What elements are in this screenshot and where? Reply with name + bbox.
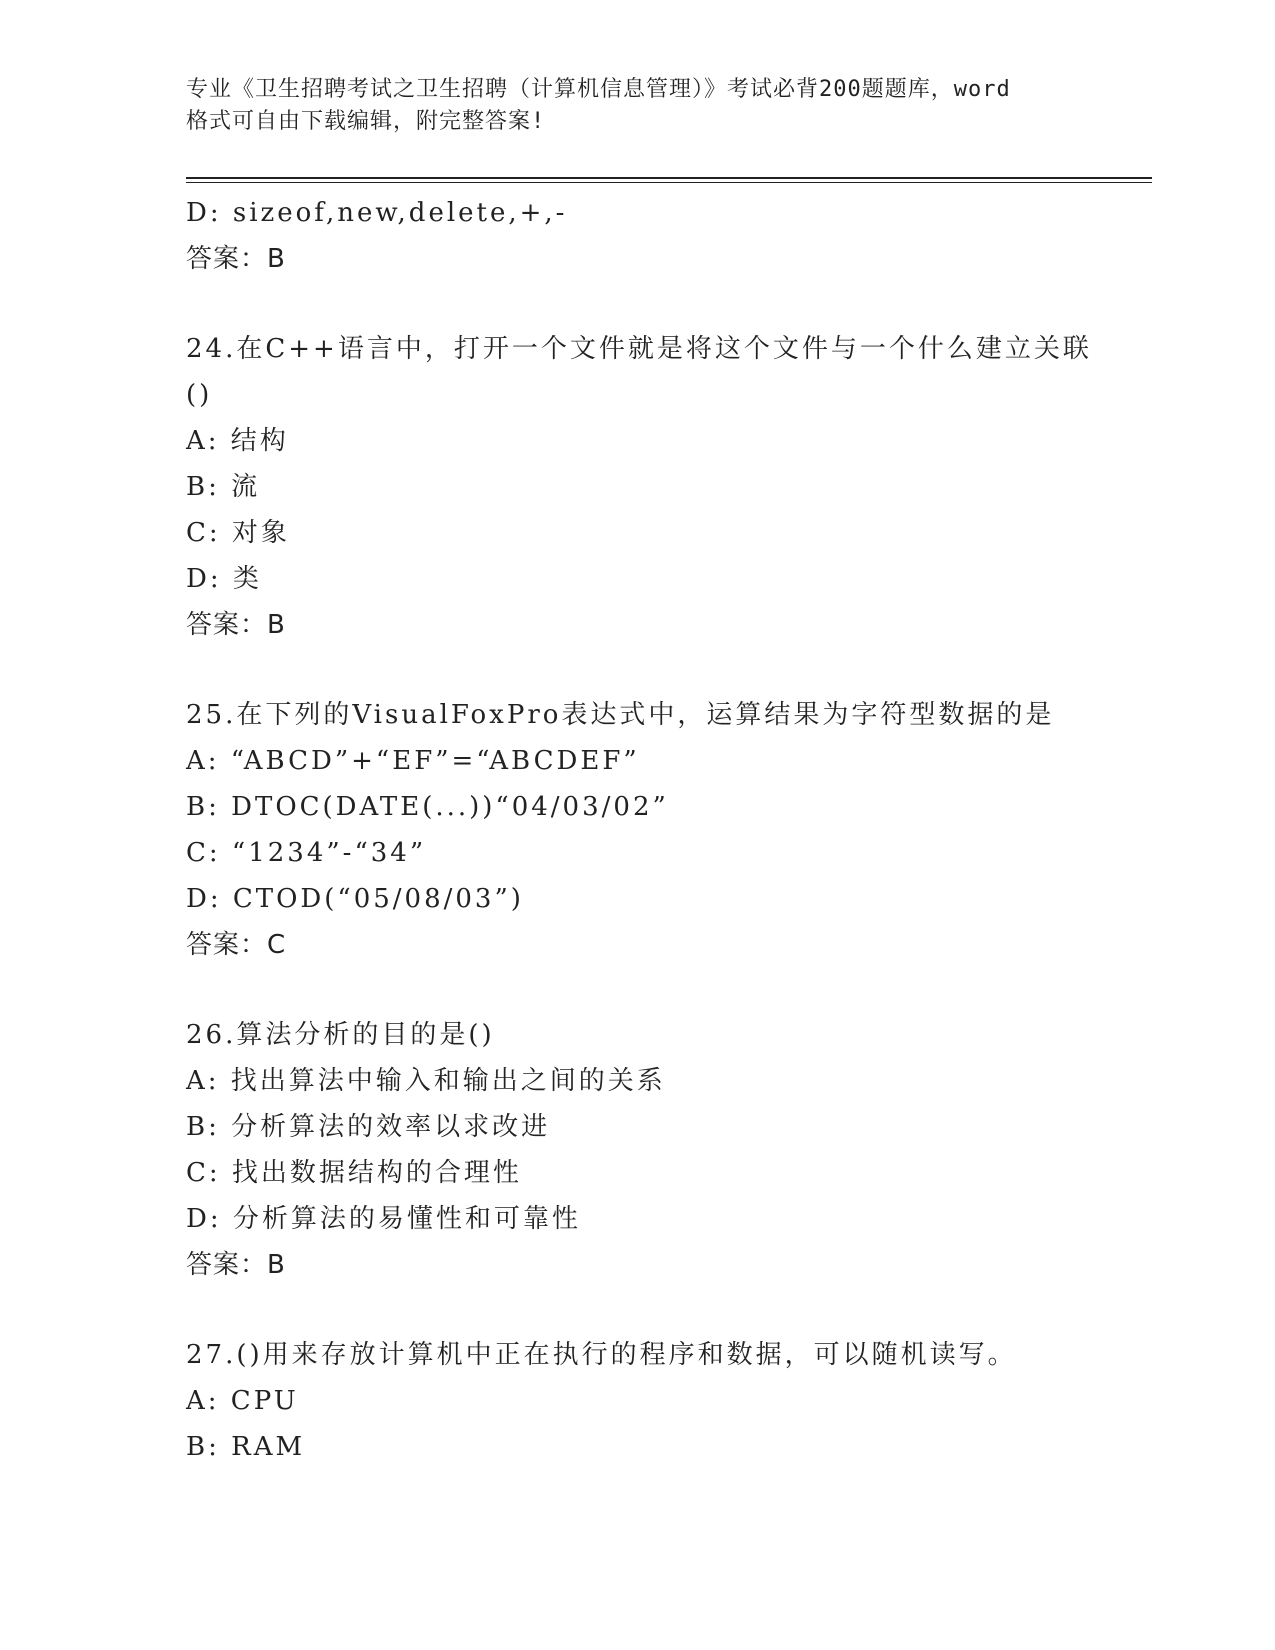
header-divider-thin — [186, 182, 1152, 183]
answer-line: 答案：B — [186, 244, 286, 274]
option-b: B: 分析算法的效率以求改进 — [186, 1112, 551, 1142]
previous-question-tail — [186, 190, 1086, 282]
question-24 — [186, 326, 1092, 648]
option-d: D: sizeof,new,delete,+,- — [186, 198, 568, 228]
option-d: D: 分析算法的易懂性和可靠性 — [186, 1204, 581, 1234]
option-c: C: 对象 — [186, 518, 290, 548]
option-b: B: 流 — [186, 472, 261, 502]
document-header — [186, 74, 1086, 138]
question-26 — [186, 1012, 1086, 1288]
question-25 — [186, 692, 1086, 968]
question-stem-continued: () — [186, 380, 213, 410]
answer-line: 答案：B — [186, 610, 286, 640]
option-c: C: 找出数据结构的合理性 — [186, 1158, 522, 1188]
header-title-line-2: 格式可自由下载编辑，附完整答案! — [186, 109, 546, 134]
option-b: B: RAM — [186, 1432, 306, 1462]
option-a: A: 结构 — [186, 426, 289, 456]
answer-line: 答案：B — [186, 1250, 286, 1280]
option-a: A: 找出算法中输入和输出之间的关系 — [186, 1066, 666, 1096]
question-list — [186, 190, 1092, 1470]
option-a: A: “ABCD”+“EF”=“ABCDEF” — [186, 746, 640, 776]
option-d: D: CTOD(“05/08/03”) — [186, 884, 524, 914]
question-27 — [186, 1332, 1086, 1470]
option-c: C: “1234”-“34” — [186, 838, 427, 868]
header-divider-thick — [186, 177, 1152, 179]
question-stem: 26.算法分析的目的是() — [186, 1020, 495, 1050]
question-stem: 24.在C++语言中，打开一个文件就是将这个文件与一个什么建立关联 — [186, 334, 1092, 364]
option-d: D: 类 — [186, 564, 262, 594]
option-b: B: DTOC(DATE(...))“04/03/02” — [186, 792, 669, 822]
option-a: A: CPU — [186, 1386, 299, 1416]
header-title-line-1: 专业《卫生招聘考试之卫生招聘（计算机信息管理）》考试必背200题题库，word — [186, 77, 1011, 102]
question-stem: 25.在下列的VisualFoxPro表达式中，运算结果为字符型数据的是 — [186, 700, 1055, 730]
answer-line: 答案：C — [186, 930, 287, 960]
question-stem: 27.()用来存放计算机中正在执行的程序和数据，可以随机读写。 — [186, 1340, 1017, 1370]
